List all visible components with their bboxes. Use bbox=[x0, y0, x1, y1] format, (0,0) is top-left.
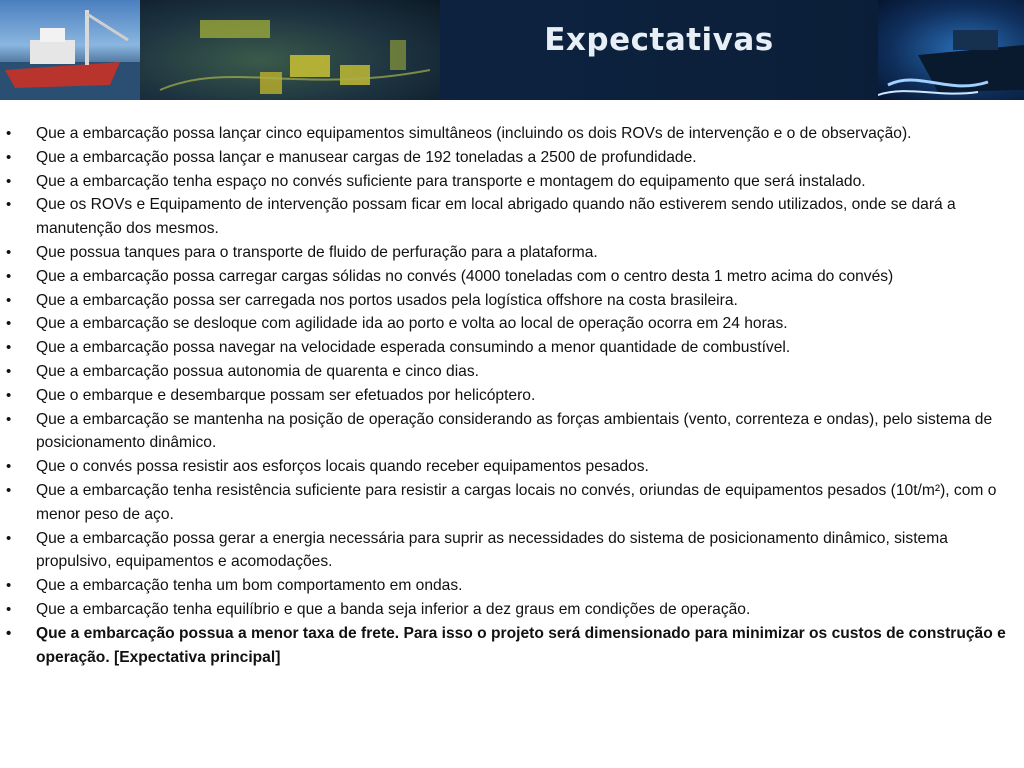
page-title: Expectativas bbox=[544, 22, 774, 58]
bullet-icon: • bbox=[6, 172, 12, 190]
bullet-icon: • bbox=[6, 315, 12, 333]
list-item-text: Que a embarcação possa navegar na velocidade esperada consumindo a menor quantidade de combustível. bbox=[36, 339, 791, 357]
bullet-icon: • bbox=[6, 410, 12, 428]
list-item-text: Que a embarcação tenha equilíbrio e que a banda seja inferior a dez graus em condições de operação. bbox=[36, 600, 751, 618]
list-item-text: Que a embarcação possa gerar a energia necessária para suprir as necessidades do sistema de posicionamento dinâmico, sistema propulsivo, equipamentos e acomodações. bbox=[36, 529, 948, 571]
list-item bbox=[0, 574, 1022, 598]
ship-right-illustration bbox=[878, 0, 1024, 100]
bullet-icon: • bbox=[6, 148, 12, 166]
list-item-text: Que a embarcação se desloque com agilidade ida ao porto e volta ao local de operação ocorra em 24 horas. bbox=[36, 315, 788, 333]
header-banner bbox=[0, 0, 1024, 100]
list-item bbox=[0, 122, 1022, 146]
list-item bbox=[0, 622, 1022, 670]
expectations-list-container bbox=[0, 122, 1022, 669]
list-item-text: Que a embarcação possa carregar cargas sólidas no convés (4000 toneladas com o centro desta 1 metro acima do convés) bbox=[36, 267, 894, 285]
list-item bbox=[0, 455, 1022, 479]
subsea-equipment-photo bbox=[140, 0, 440, 100]
bullet-icon: • bbox=[6, 267, 12, 285]
list-item bbox=[0, 408, 1022, 456]
list-item-text: Que o embarque e desembarque possam ser efetuados por helicóptero. bbox=[36, 386, 536, 404]
list-item-text: Que os ROVs e Equipamento de intervenção possam ficar em local abrigado quando não estiverem sendo utilizados, onde se dará a manutenção dos mesmos. bbox=[36, 196, 956, 238]
bullet-icon: • bbox=[6, 481, 12, 499]
list-item bbox=[0, 193, 1022, 241]
list-item bbox=[0, 336, 1022, 360]
list-item bbox=[0, 312, 1022, 336]
expectations-list bbox=[0, 122, 1022, 669]
list-item-text: Que a embarcação tenha espaço no convés suficiente para transporte e montagem do equipamento que será instalado. bbox=[36, 172, 866, 190]
subsea-illustration bbox=[140, 0, 440, 100]
bullet-icon: • bbox=[6, 386, 12, 404]
list-item bbox=[0, 241, 1022, 265]
list-item-text: Que a embarcação possua a menor taxa de frete. Para isso o projeto será dimensionado para minimizar os custos de construção e operação. [Expectativa principal] bbox=[36, 624, 1006, 666]
ship-photo-right bbox=[878, 0, 1024, 100]
bullet-icon: • bbox=[6, 600, 12, 618]
list-item-text: Que a embarcação tenha resistência suficiente para resistir a cargas locais no convés, oriundas de equipamentos pesados (10t/m²), com o menor peso de aço. bbox=[36, 481, 997, 523]
list-item bbox=[0, 479, 1022, 527]
bullet-icon: • bbox=[6, 196, 12, 214]
bullet-icon: • bbox=[6, 125, 12, 142]
list-item-text: Que a embarcação possa lançar cinco equipamentos simultâneos (incluindo os dois ROVs de intervenção e o de observação). bbox=[36, 125, 912, 142]
list-item-text: Que o convés possa resistir aos esforços locais quando receber equipamentos pesados. bbox=[36, 458, 649, 476]
bullet-icon: • bbox=[6, 624, 12, 642]
ship-photo-left bbox=[0, 0, 140, 100]
list-item bbox=[0, 598, 1022, 622]
list-item bbox=[0, 289, 1022, 313]
list-item-text: Que a embarcação possua autonomia de quarenta e cinco dias. bbox=[36, 362, 479, 380]
bullet-icon: • bbox=[6, 243, 12, 261]
list-item-text: Que a embarcação possa lançar e manusear cargas de 192 toneladas a 2500 de profundidade. bbox=[36, 148, 697, 166]
bullet-icon: • bbox=[6, 529, 12, 547]
bullet-icon: • bbox=[6, 291, 12, 309]
list-item bbox=[0, 170, 1022, 194]
bullet-icon: • bbox=[6, 362, 12, 380]
list-item bbox=[0, 384, 1022, 408]
list-item-text: Que a embarcação tenha um bom comportamento em ondas. bbox=[36, 577, 463, 595]
bullet-icon: • bbox=[6, 458, 12, 476]
ship-left-illustration bbox=[0, 0, 140, 100]
bullet-icon: • bbox=[6, 577, 12, 595]
list-item bbox=[0, 146, 1022, 170]
list-item-text: Que possua tanques para o transporte de fluido de perfuração para a plataforma. bbox=[36, 243, 598, 261]
bullet-icon: • bbox=[6, 339, 12, 357]
list-item bbox=[0, 265, 1022, 289]
list-item bbox=[0, 527, 1022, 575]
list-item-text: Que a embarcação possa ser carregada nos portos usados pela logística offshore na costa brasileira. bbox=[36, 291, 738, 309]
list-item-text: Que a embarcação se mantenha na posição de operação considerando as forças ambientais (vento, correnteza e ondas), pelo sistema de posicionamento dinâmico. bbox=[36, 410, 993, 452]
list-item bbox=[0, 360, 1022, 384]
